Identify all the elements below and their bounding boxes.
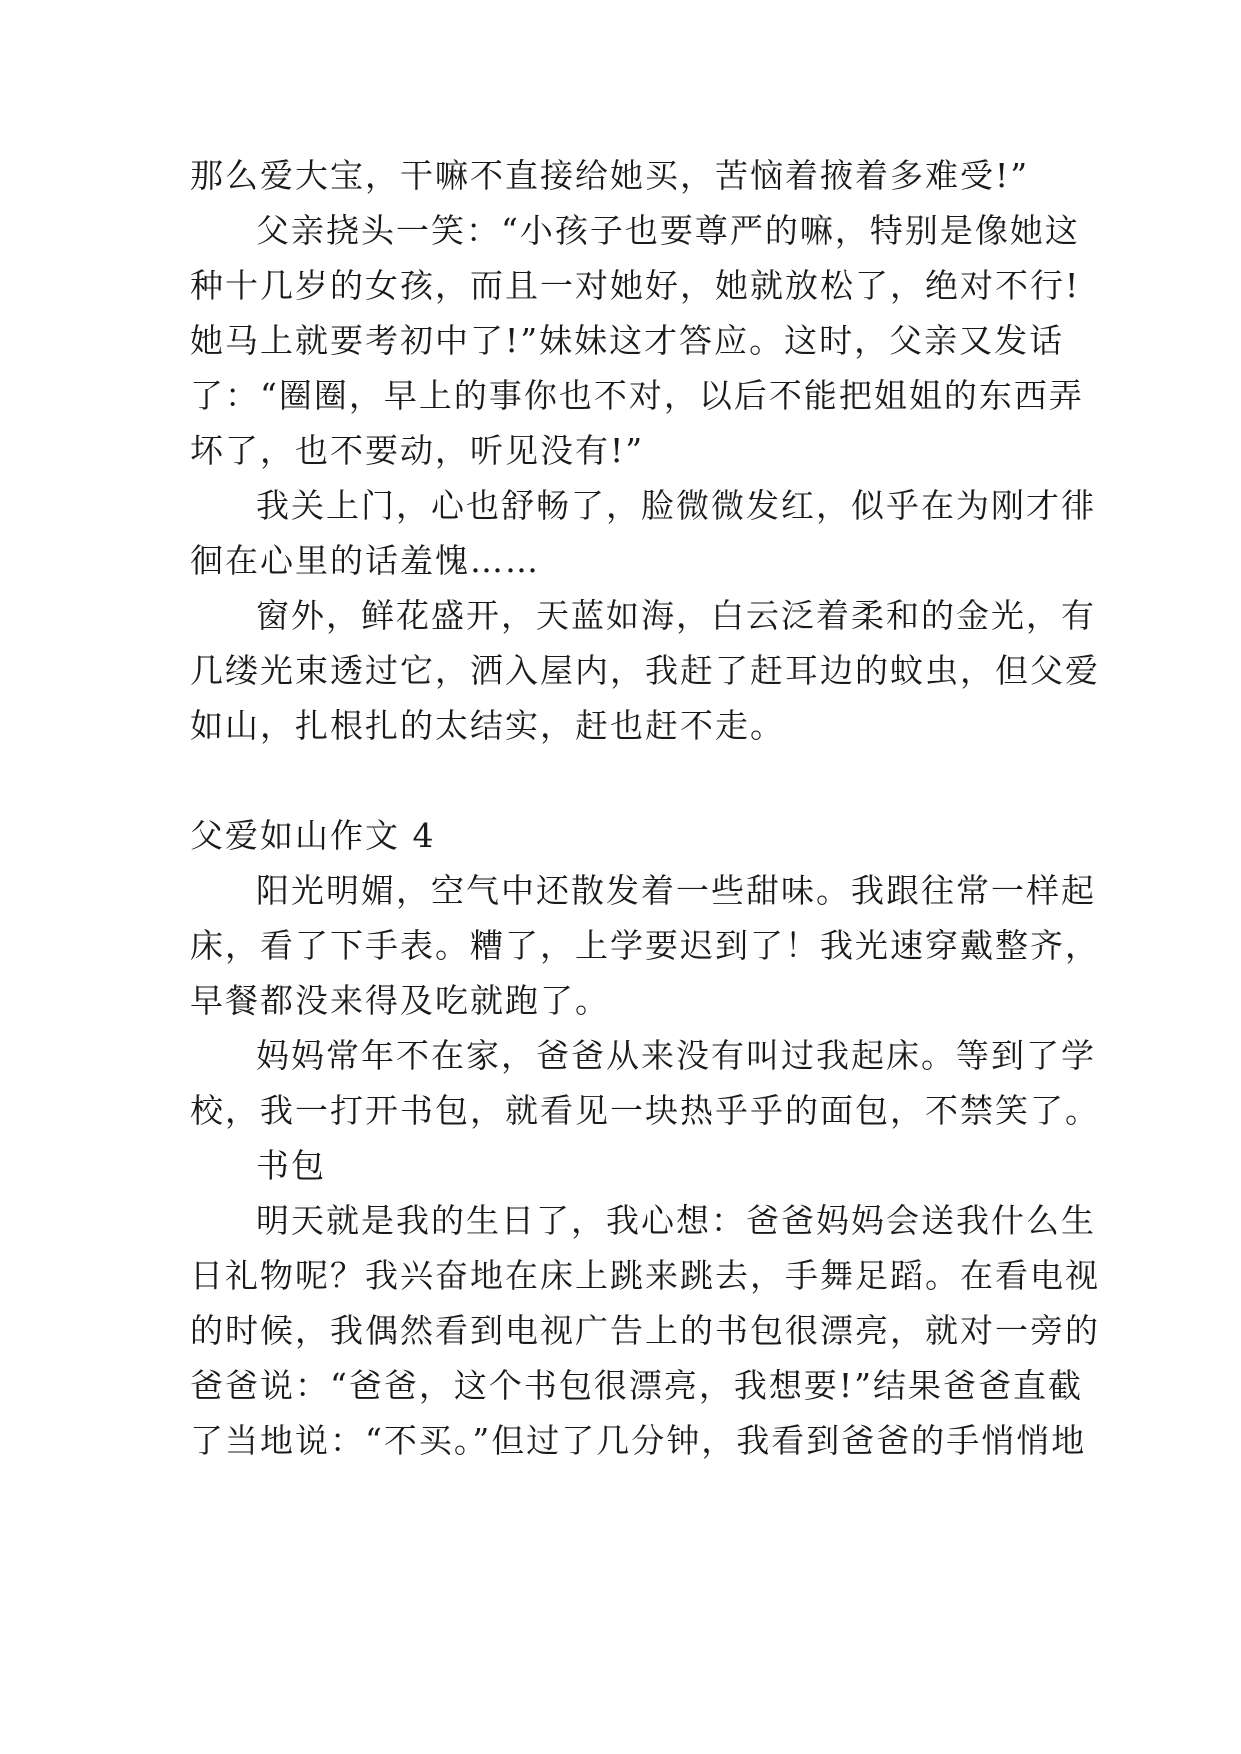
text-line: 徊在心里的话羞愧…… bbox=[190, 541, 540, 580]
text-line: 的时候，我偶然看到电视广告上的书包很漂亮，就对一旁的 bbox=[190, 1311, 1100, 1350]
text-line: 了：“圈圈，早上的事你也不对，以后不能把姐姐的东西弄 bbox=[190, 376, 1084, 415]
text-line: 如山，扎根扎的太结实，赶也赶不走。 bbox=[190, 706, 785, 745]
paragraph-start-line: 我关上门，心也舒畅了，脸微微发红，似乎在为刚才徘 bbox=[256, 486, 1096, 525]
text-line: 日礼物呢？我兴奋地在床上跳来跳去，手舞足蹈。在看电视 bbox=[190, 1256, 1100, 1295]
paragraph-start-line: 妈妈常年不在家，爸爸从来没有叫过我起床。等到了学 bbox=[256, 1036, 1096, 1075]
text-line: 早餐都没来得及吃就跑了。 bbox=[190, 981, 610, 1020]
text-line: 爸爸说：“爸爸，这个书包很漂亮，我想要!”结果爸爸直截 bbox=[190, 1366, 1084, 1405]
text-line: 几缕光束透过它，洒入屋内，我赶了赶耳边的蚊虫，但父爱 bbox=[190, 651, 1100, 690]
text-line: 了当地说：“不买。”但过了几分钟，我看到爸爸的手悄悄地 bbox=[190, 1421, 1087, 1460]
text-line: 种十几岁的女孩，而且一对她好，她就放松了，绝对不行! bbox=[190, 266, 1081, 305]
paragraph-start-line: 明天就是我的生日了，我心想：爸爸妈妈会送我什么生 bbox=[256, 1201, 1096, 1240]
text-line: 校，我一打开书包，就看见一块热乎乎的面包，不禁笑了。 bbox=[190, 1091, 1100, 1130]
text-line: 床，看了下手表。糟了，上学要迟到了！我光速穿戴整齐， bbox=[190, 926, 1100, 965]
paragraph-start-line: 父亲挠头一笑：“小孩子也要尊严的嘛，特别是像她这 bbox=[256, 211, 1080, 250]
text-line: 坏了，也不要动，听见没有!” bbox=[190, 431, 645, 470]
section-heading: 父爱如山作文 4 bbox=[190, 816, 436, 855]
text-line: 那么爱大宝，干嘛不直接给她买，苦恼着掖着多难受!” bbox=[190, 156, 1030, 195]
paragraph-start-line: 阳光明媚，空气中还散发着一些甜味。我跟往常一样起 bbox=[256, 871, 1096, 910]
text-line: 她马上就要考初中了!”妹妹这才答应。这时，父亲又发话 bbox=[190, 321, 1065, 360]
paragraph-start-line: 窗外，鲜花盛开，天蓝如海，白云泛着柔和的金光，有 bbox=[256, 596, 1096, 635]
subheading: 书包 bbox=[256, 1146, 326, 1185]
